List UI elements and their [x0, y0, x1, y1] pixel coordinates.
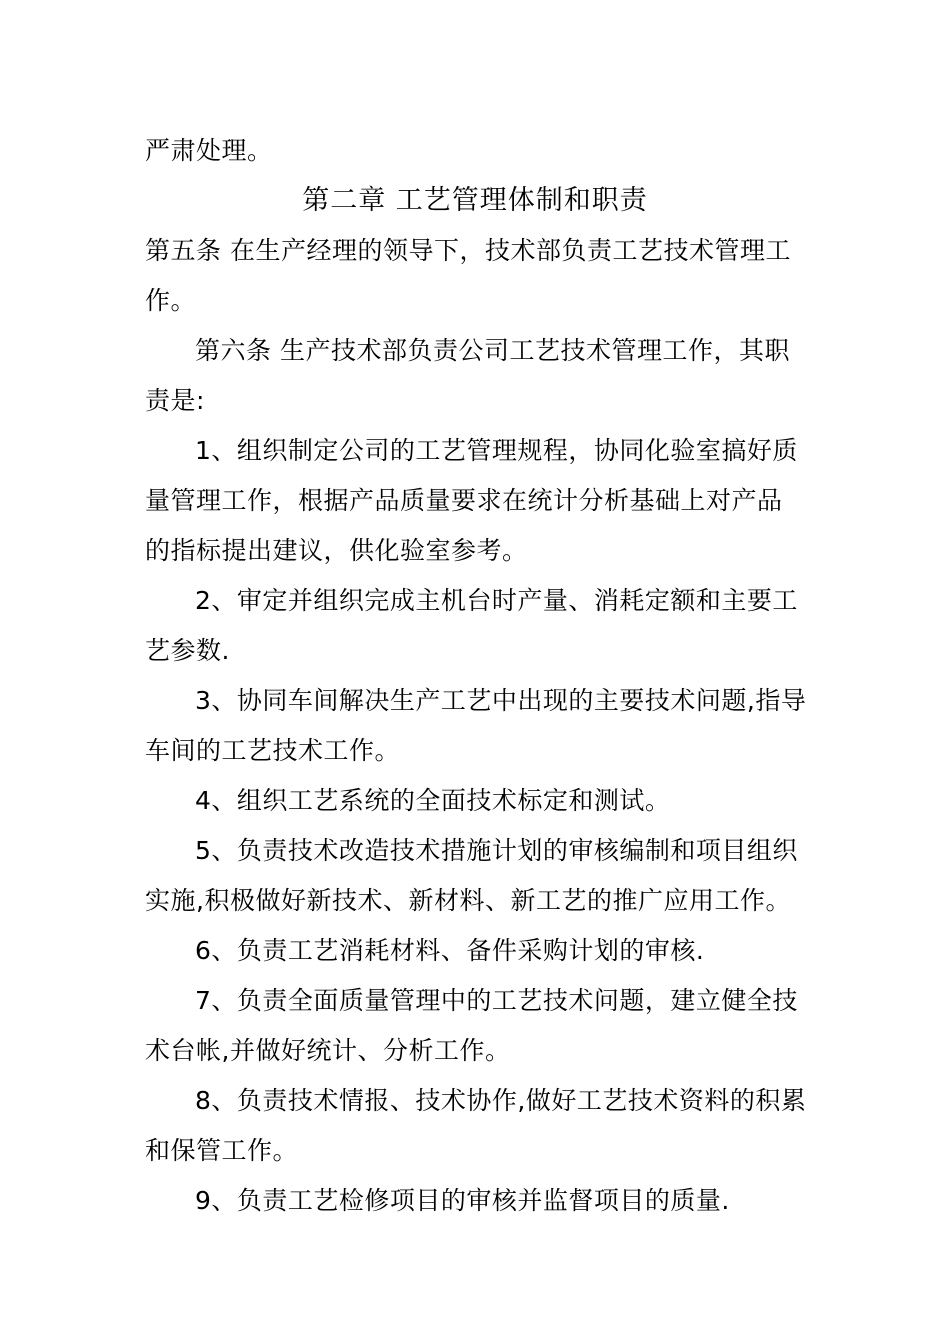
- text-line: 车间的工艺技术工作。: [145, 736, 401, 765]
- text-line: 责是:: [145, 386, 205, 415]
- list-item: 2、审定并组织完成主机台时产量、消耗定额和主要工: [195, 586, 798, 615]
- list-item: 5、负责技术改造技术措施计划的审核编制和项目组织: [195, 836, 798, 865]
- text-line: 严肃处理。: [145, 136, 273, 165]
- text-line: 艺参数.: [145, 636, 230, 665]
- list-item: 8、负责技术情报、技术协作,做好工艺技术资料的积累: [195, 1086, 807, 1115]
- text-line: 和保管工作。: [145, 1136, 299, 1165]
- list-item: 7、负责全面质量管理中的工艺技术问题，建立健全技: [195, 986, 798, 1015]
- chapter-heading: 第二章 工艺管理体制和职责: [302, 185, 648, 216]
- text-line: 量管理工作，根据产品质量要求在统计分析基础上对产品: [145, 486, 783, 515]
- list-item: 9、负责工艺检修项目的审核并监督项目的质量.: [195, 1186, 730, 1215]
- text-line: 第五条 在生产经理的领导下，技术部负责工艺技术管理工: [145, 236, 791, 265]
- list-item: 6、负责工艺消耗材料、备件采购计划的审核.: [195, 936, 705, 965]
- text-line: 实施,积极做好新技术、新材料、新工艺的推广应用工作。: [145, 886, 791, 915]
- list-item: 4、组织工艺系统的全面技术标定和测试。: [195, 786, 671, 815]
- text-line: 作。: [145, 286, 197, 315]
- list-item: 1、组织制定公司的工艺管理规程，协同化验室搞好质: [195, 436, 798, 465]
- list-item: 3、协同车间解决生产工艺中出现的主要技术问题,指导: [195, 686, 807, 715]
- text-line: 的指标提出建议，供化验室参考。: [145, 536, 528, 565]
- text-line: 第六条 生产技术部负责公司工艺技术管理工作，其职: [195, 336, 790, 365]
- text-line: 术台帐,并做好统计、分析工作。: [145, 1036, 511, 1065]
